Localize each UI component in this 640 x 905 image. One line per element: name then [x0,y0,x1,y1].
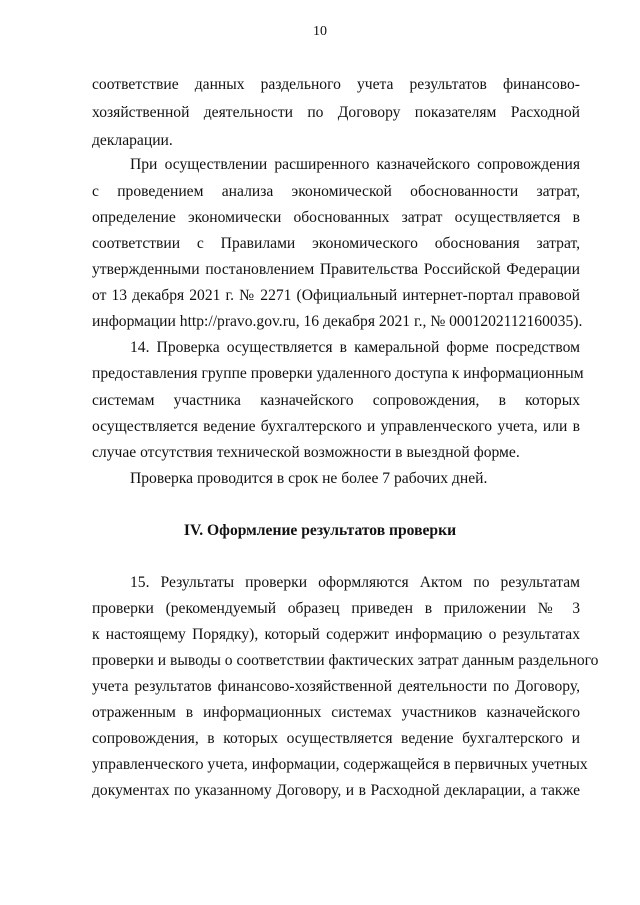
text-line: системам участника казначейского сопровождения, в которых [92,392,580,409]
page-number: 10 [313,24,327,39]
text-line: управленческого учета, информации, содержащейся в первичных учетных [92,756,588,773]
text-line: хозяйственной деятельности по Договору показателям Расходной [92,104,580,121]
text-line: от 13 декабря 2021 г. № 2271 (Официальный интернет-портал правовой [92,287,580,304]
section-heading: IV. Оформление результатов проверки [183,522,457,539]
text-line: информации http://pravo.gov.ru, 16 декабря 2021 г., № 0001202112160035). [92,313,583,330]
text-line: При осуществлении расширенного казначейского сопровождения [130,156,580,173]
text-line: с проведением анализа экономической обоснованности затрат, [92,183,580,200]
text-line: отраженным в информационных системах участников казначейского [92,704,580,721]
text-line: к настоящему Порядку), который содержит информацию о результатах [92,626,580,643]
text-line: предоставления группе проверки удаленного доступа к информационным [92,365,584,382]
text-line: осуществляется ведение бухгалтерского и управленческого учета, или в [92,418,580,435]
text-line: учета результатов финансово-хозяйственной деятельности по Договору, [92,678,580,695]
text-line: документах по указанному Договору, и в Расходной декларации, а также [92,782,580,799]
text-line: утвержденными постановлением Правительства Российской Федерации [92,261,580,278]
text-line: соответствии с Правилами экономического обоснования затрат, [92,235,580,252]
text-line: проверки (рекомендуемый образец приведен в приложении № 3 [92,600,580,617]
text-line: Проверка проводится в срок не более 7 рабочих дней. [130,470,488,487]
text-line: определение экономически обоснованных затрат осуществляется в [92,209,580,226]
text-line: соответствие данных раздельного учета результатов финансово- [92,76,580,93]
text-line: 14. Проверка осуществляется в камеральной форме посредством [130,339,580,356]
text-line: сопровождения, в которых осуществляется ведение бухгалтерского и [92,730,580,747]
text-line: декларации. [92,132,173,149]
text-line: 15. Результаты проверки оформляются Актом по результатам [130,574,580,591]
text-line: случае отсутствия технической возможности в выездной форме. [92,444,520,461]
text-line: проверки и выводы о соответствии фактических затрат данным раздельного [92,652,599,669]
